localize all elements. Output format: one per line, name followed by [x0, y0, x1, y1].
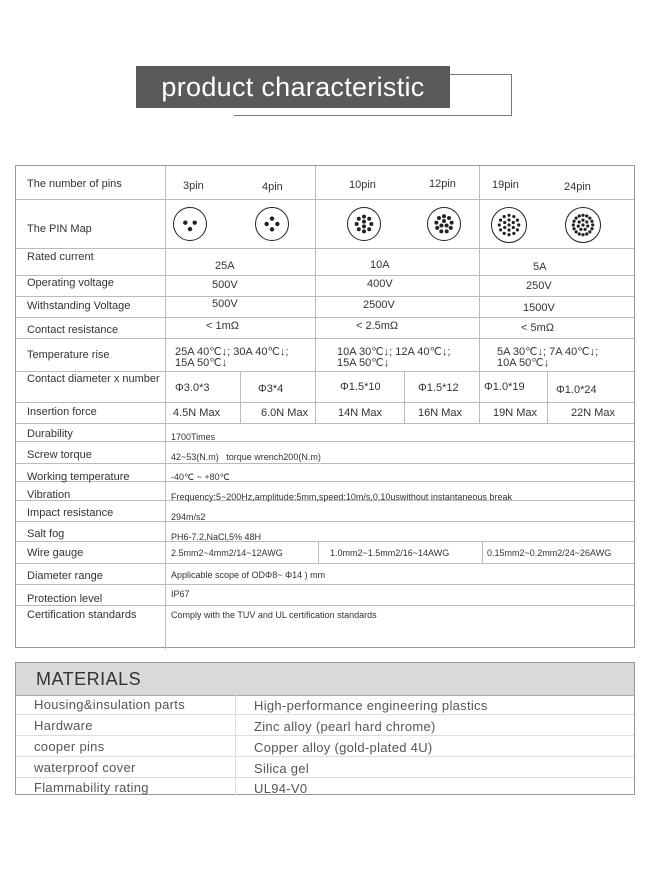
pin-map-19pin-icon: [491, 207, 527, 243]
material-row-label: Housing&insulation parts: [34, 697, 186, 712]
wire-gauge-value: 2.5mm2~4mm2/14~12AWG: [171, 548, 283, 558]
pin-map-12pin-icon: [427, 207, 461, 241]
insertion-force-value: 16N Max: [418, 407, 463, 419]
pin-dot: [362, 215, 366, 219]
pinmap-label: The PIN Map: [27, 223, 92, 235]
pin-dot: [590, 220, 593, 223]
vibration-value: Frequency:5~200Hz,amplitude:5mm,speed:10m/s,0.10uswithout instantaneous break: [171, 492, 512, 502]
col-divider: [165, 166, 166, 649]
pin-dot: [512, 232, 515, 235]
col-divider: [315, 166, 316, 371]
pin-dot: [355, 222, 359, 226]
col-divider: [479, 166, 480, 371]
pin-map-10pin-icon: [347, 207, 381, 241]
withstanding-voltage-value: 500V: [212, 298, 238, 310]
row-divider: [16, 317, 634, 318]
pin-dot: [512, 221, 515, 224]
row-divider: [16, 695, 634, 696]
withstanding-voltage-value: 1500V: [523, 302, 555, 314]
protection-level-value: IP67: [171, 589, 190, 599]
pin-dot: [590, 227, 593, 230]
rated-current-label: Rated current: [27, 251, 94, 263]
col-divider: [404, 371, 405, 423]
pin-dot: [578, 232, 581, 235]
materials-table: [15, 662, 635, 795]
pin-dot: [362, 229, 366, 233]
temperature-rise-value: 10A 50℃↓: [497, 357, 550, 369]
contact-resistance-label: Contact resistance: [27, 324, 119, 336]
impact-resistance-value: 294m/s2: [171, 512, 206, 522]
spec-table: [15, 165, 635, 648]
temperature-rise-value: 25A 40℃↓; 30A 40℃↓;: [175, 346, 289, 358]
row-divider: [16, 338, 634, 339]
col-divider: [479, 371, 480, 423]
pin-count: 12pin: [429, 178, 456, 190]
pin-dot: [275, 222, 279, 226]
pin-dot: [188, 227, 192, 231]
pin-dot: [591, 223, 594, 226]
insertion-force-value: 14N Max: [338, 407, 383, 419]
pin-dot: [572, 220, 575, 223]
material-row-value: High-performance engineering plastics: [254, 698, 488, 713]
pin-dot: [507, 214, 510, 217]
pin-dot: [581, 214, 584, 217]
pin-dot: [572, 223, 575, 226]
pin-dot: [439, 229, 443, 233]
pin-dot: [581, 233, 584, 236]
operating-voltage-value: 500V: [212, 279, 238, 291]
wire-gauge-label: Wire gauge: [27, 547, 84, 559]
materials-title: MATERIALS: [36, 669, 142, 689]
withstanding-voltage-value: 2500V: [363, 299, 395, 311]
durability-value: 1700Times: [171, 432, 216, 442]
row-divider: [16, 441, 634, 442]
pin-count: 3pin: [183, 180, 204, 192]
row-divider: [16, 584, 634, 585]
pin-count: 4pin: [262, 181, 283, 193]
pin-dot: [357, 217, 361, 221]
pin-dot: [362, 224, 366, 228]
working-temperature-label: Working temperature: [27, 471, 130, 483]
row-divider: [16, 199, 634, 200]
pin-map-3pin-icon: [173, 207, 207, 241]
salt-fog-label: Salt fog: [27, 528, 65, 540]
col-divider: [315, 371, 316, 423]
temperature-rise-value: 15A 50℃↓: [337, 357, 390, 369]
pin-dot: [270, 227, 274, 231]
pin-dot: [450, 221, 454, 225]
pin-dot: [586, 224, 589, 227]
contact-resistance-value: < 1mΩ: [206, 320, 239, 332]
materials-header: [16, 663, 634, 695]
temperature-rise-value: 5A 30℃↓; 7A 40℃↓;: [497, 346, 599, 358]
operating-voltage-value: 400V: [367, 278, 393, 290]
row-divider: [16, 423, 634, 424]
pin-map-4pin-icon: [255, 207, 289, 241]
pin-dot: [572, 227, 575, 230]
pin-dot: [183, 220, 187, 224]
pin-dot: [581, 223, 584, 226]
contact-diameter-value: Φ3*4: [258, 383, 284, 395]
withstanding-voltage-label: Withstanding Voltage: [27, 300, 131, 312]
pin-count: 24pin: [564, 181, 591, 193]
durability-label: Durability: [27, 428, 73, 440]
pin-dot: [503, 226, 506, 229]
pin-dot: [507, 228, 510, 231]
material-row-label: Flammability rating: [34, 780, 149, 795]
pin-count: 10pin: [349, 179, 376, 191]
pin-dot: [512, 226, 515, 229]
pin-dot: [584, 228, 587, 231]
pin-dot: [434, 221, 438, 225]
pin-dot: [578, 214, 581, 217]
diameter-range-label: Diameter range: [27, 570, 103, 582]
pin-dot: [516, 228, 519, 231]
pin-dot: [439, 223, 443, 227]
insertion-force-value: 6.0N Max: [261, 407, 309, 419]
pin-dot: [445, 223, 449, 227]
insertion-force-value: 4.5N Max: [173, 407, 221, 419]
wire-gauge-value: 0.15mm2~0.2mm2/24~26AWG: [487, 548, 612, 558]
row-divider: [16, 402, 634, 403]
pin-dot: [588, 217, 591, 220]
pin-dot: [585, 232, 588, 235]
pins-label: The number of pins: [27, 178, 122, 190]
row-divider: [16, 563, 634, 564]
pin-dot: [499, 219, 502, 222]
pin-dot: [367, 217, 371, 221]
pin-dot: [357, 227, 361, 231]
pin-dot: [264, 222, 268, 226]
pin-dot: [579, 228, 582, 231]
pin-dot: [581, 219, 584, 222]
contact-resistance-value: < 5mΩ: [521, 322, 554, 334]
pin-dot: [578, 220, 581, 223]
pin-dot: [503, 232, 506, 235]
row-divider: [16, 756, 634, 757]
insertion-force-value: 19N Max: [493, 407, 538, 419]
contact-diameter-value: Φ1.0*19: [484, 381, 525, 393]
screw-torque-value: 42~53(N.m) torque wrench200(N.m): [171, 452, 321, 462]
row-divider: [16, 777, 634, 778]
pin-dot: [499, 228, 502, 231]
col-divider: [240, 371, 241, 423]
pin-dot: [442, 214, 446, 218]
material-row-value: UL94-V0: [254, 781, 308, 796]
temperature-rise-value: 10A 30℃↓; 12A 40℃↓;: [337, 346, 451, 358]
temperature-rise-label: Temperature rise: [27, 349, 110, 361]
row-divider: [16, 541, 634, 542]
material-row-value: Copper alloy (gold-plated 4U): [254, 740, 433, 755]
certification-value: Comply with the TUV and UL certification standards: [171, 610, 377, 620]
pin-dot: [193, 220, 197, 224]
material-row-label: Hardware: [34, 718, 93, 733]
row-divider: [16, 463, 634, 464]
pin-dot: [270, 216, 274, 220]
pin-dot: [517, 223, 520, 226]
row-divider: [16, 605, 634, 606]
pin-dot: [577, 224, 580, 227]
certification-label: Certification standards: [27, 609, 137, 621]
pin-dot: [585, 214, 588, 217]
pin-dot: [498, 223, 501, 226]
contact-resistance-value: < 2.5mΩ: [356, 320, 399, 332]
insertion-force-label: Insertion force: [27, 406, 97, 418]
salt-fog-value: PH6-7.2,NaCl,5% 48H: [171, 532, 262, 542]
pin-dot: [575, 230, 578, 233]
pin-dot: [575, 217, 578, 220]
pin-dot: [367, 227, 371, 231]
rated-current-value: 25A: [215, 260, 235, 272]
impact-resistance-label: Impact resistance: [27, 507, 114, 519]
working-temperature-value: -40℃ ~ +80℃: [171, 472, 230, 482]
pin-dot: [445, 229, 449, 233]
pin-dot: [369, 222, 373, 226]
pin-dot: [449, 226, 453, 230]
contact-diameter-value: Φ1.5*10: [340, 381, 381, 393]
pin-dot: [585, 220, 588, 223]
pin-dot: [437, 216, 441, 220]
vibration-label: Vibration: [27, 489, 71, 501]
insertion-force-value: 22N Max: [571, 407, 616, 419]
pin-dot: [507, 223, 510, 226]
temperature-rise-value: 15A 50℃↓: [175, 357, 228, 369]
material-row-value: Silica gel: [254, 761, 310, 776]
row-divider: [16, 296, 634, 297]
pin-dot: [435, 226, 439, 230]
pin-dot: [512, 215, 515, 218]
row-divider: [16, 521, 634, 522]
row-divider: [16, 371, 634, 372]
contact-diameter-value: Φ1.0*24: [556, 384, 597, 396]
material-row-label: waterproof cover: [34, 760, 136, 775]
page-title: product characteristic: [136, 66, 450, 108]
contact-diameter-value: Φ1.5*12: [418, 382, 459, 394]
rated-current-value: 5A: [533, 261, 547, 273]
pin-dot: [507, 233, 510, 236]
pin-dot: [442, 219, 446, 223]
contact-diameter-label: Contact diameter x number: [27, 373, 160, 385]
row-divider: [16, 735, 634, 736]
pin-dot: [447, 216, 451, 220]
row-divider: [16, 714, 634, 715]
protection-level-label: Protection level: [27, 593, 103, 605]
pin-count: 19pin: [492, 179, 519, 191]
col-divider: [318, 541, 319, 563]
diameter-range-value: Applicable scope of ODΦ8~ Φ14 ) mm: [171, 570, 326, 580]
pin-dot: [507, 218, 510, 221]
material-row-label: cooper pins: [34, 739, 105, 754]
screw-torque-label: Screw torque: [27, 449, 92, 461]
pin-dot: [516, 219, 519, 222]
pin-dot: [588, 230, 591, 233]
rated-current-value: 10A: [370, 259, 390, 271]
row-divider: [16, 275, 634, 276]
operating-voltage-value: 250V: [526, 280, 552, 292]
material-row-value: Zinc alloy (pearl hard chrome): [254, 719, 436, 734]
operating-voltage-label: Operating voltage: [27, 277, 114, 289]
row-divider: [16, 248, 634, 249]
col-divider: [482, 541, 483, 563]
contact-diameter-value: Φ3.0*3: [175, 382, 210, 394]
pin-dot: [503, 215, 506, 218]
pin-map-24pin-icon: [565, 207, 601, 243]
pin-dot: [503, 221, 506, 224]
pin-dot: [362, 220, 366, 224]
col-divider: [235, 695, 236, 795]
wire-gauge-value: 1.0mm2~1.5mm2/16~14AWG: [330, 548, 450, 558]
col-divider: [547, 371, 548, 423]
